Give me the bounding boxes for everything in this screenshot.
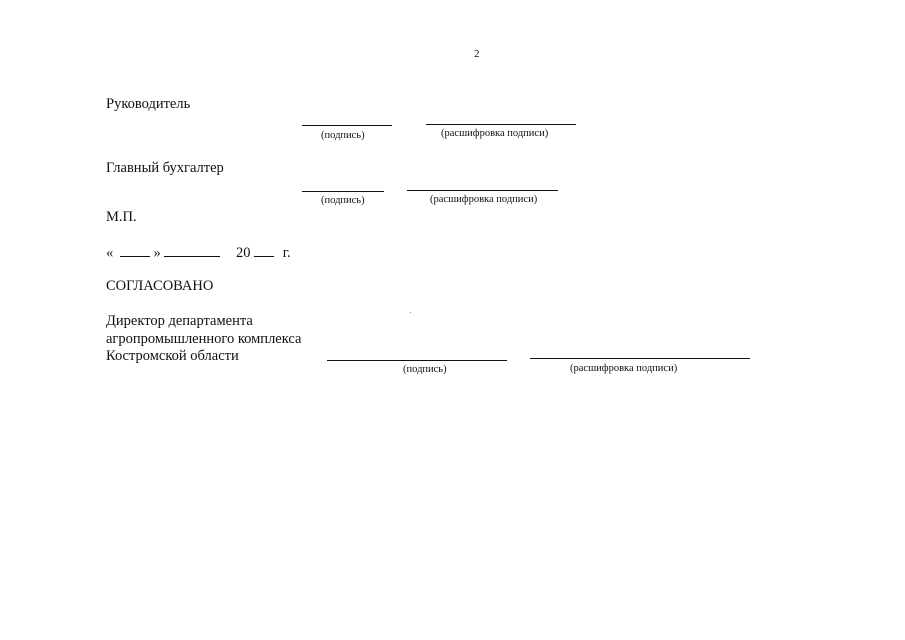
approval-role-line-2: агропромышленного комплекса [106,331,302,347]
date-close-quote: » [153,245,161,261]
approval-decode-line [530,358,750,359]
head-decode-line [426,124,576,125]
approval-signature-line [327,360,507,361]
accountant-signature-caption: (подпись) [321,195,365,206]
date-day-blank [120,244,150,257]
head-role-label: Руководитель [106,96,191,112]
accountant-decode-line [407,190,558,191]
approval-signature-caption: (подпись) [403,364,447,375]
approval-role-line-1: Директор департамента [106,313,253,329]
approval-decode-caption: (расшифровка подписи) [570,363,678,374]
accountant-role-label: Главный бухгалтер [106,160,224,176]
page-number: 2 [474,48,480,60]
scan-speck [410,312,411,313]
date-year-prefix: 20 [236,245,251,261]
approval-role-line-3: Костромской области [106,348,239,364]
accountant-signature-line [302,191,384,192]
date-row [106,244,291,262]
date-month-blank [164,244,220,257]
approval-heading: СОГЛАСОВАНО [106,278,214,294]
head-signature-line [302,125,392,126]
date-year-suffix: г. [282,245,291,261]
stamp-label: М.П. [106,209,137,225]
head-decode-caption: (расшифровка подписи) [441,128,549,139]
date-year-blank [254,244,274,257]
head-signature-caption: (подпись) [321,130,365,141]
date-open-quote: « [106,245,114,261]
accountant-decode-caption: (расшифровка подписи) [430,194,538,205]
